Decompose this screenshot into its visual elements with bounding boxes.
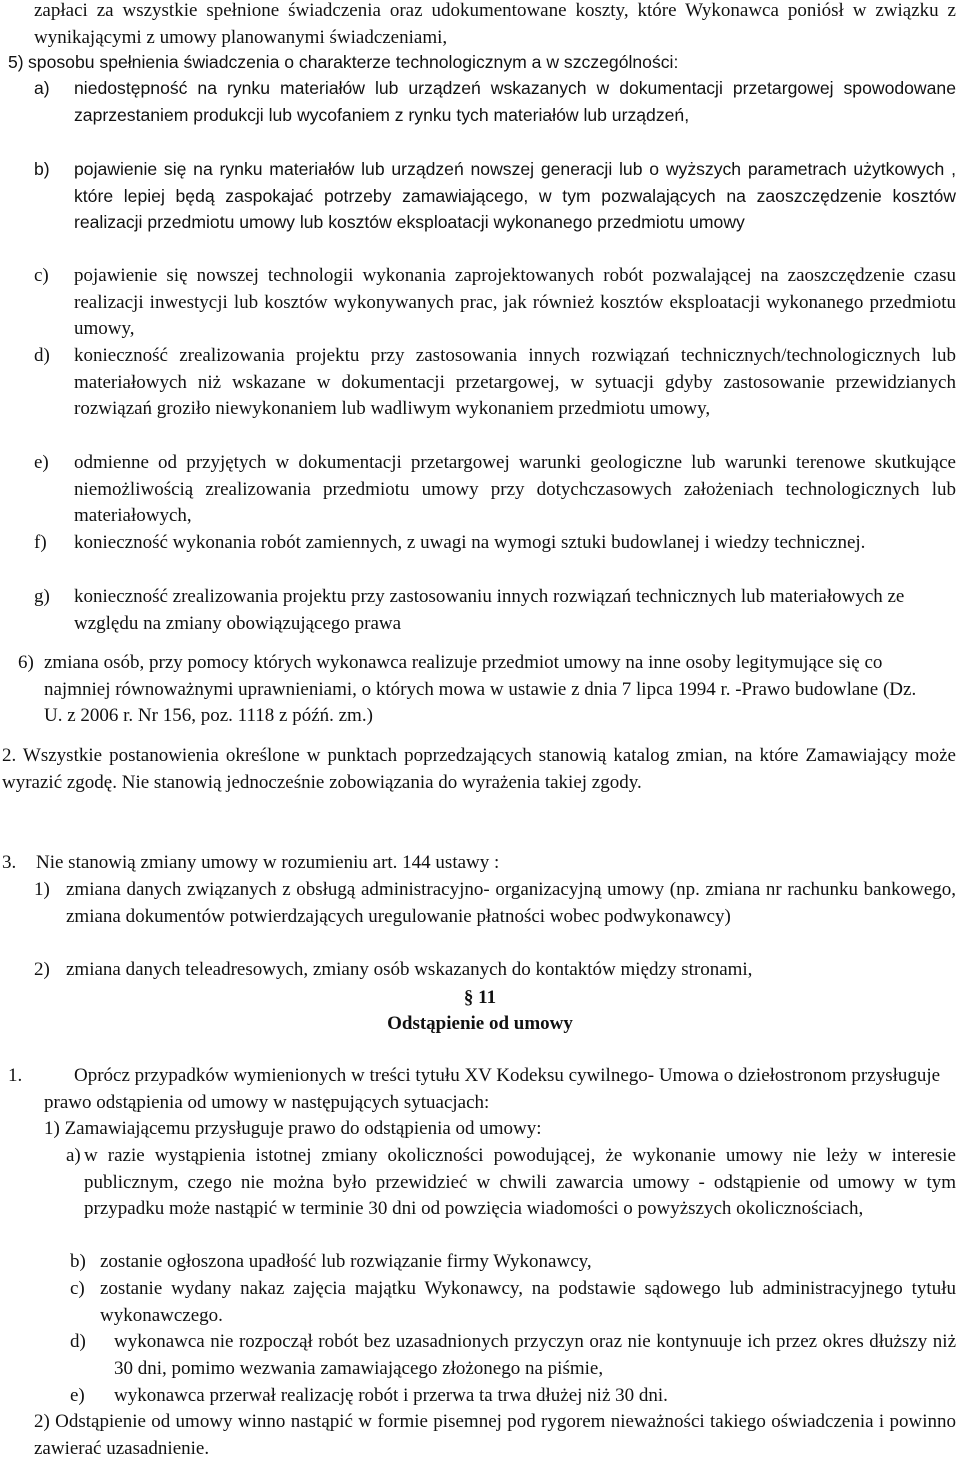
item-text: pojawienie się nowszej technologii wykonania zaprojektowanych robót pozwalającej na zaoszczędzenie czasu realizacji inwestycji lub kosztów wykonywanych prac, jak również kosztów eksploatacji wykonanego przedmiotu umowy, bbox=[74, 265, 956, 339]
item-label: f) bbox=[34, 532, 47, 553]
item-text: w razie wystąpienia istotnej zmiany okoliczności powodującej, że wykonanie umowy nie leży w interesie publicznym, czego nie można było przewidzieć w chwili zawarcia umowy - odstąpienie od umowy w tym przypadku może nastąpić w terminie 30 dni od powzięcia wiadomości o powyższych okolicznościach, bbox=[84, 1145, 956, 1219]
item-label: b) bbox=[34, 159, 50, 179]
withdrawal-item-a bbox=[66, 1143, 956, 1223]
point-5-item-c bbox=[34, 263, 956, 343]
item-label: d) bbox=[70, 1331, 86, 1352]
item-label: g) bbox=[34, 586, 50, 607]
item-text: zostanie ogłoszona upadłość lub rozwiązanie firmy Wykonawcy, bbox=[100, 1251, 592, 1272]
item-text: konieczność zrealizowania projektu przy zastosowania innych rozwiązań technicznych/technologicznych lub materiałowych niż wskazane w dokumentacji przetargowej, w sytuacji gdyby zastosowanie przewidzianych rozwiązań groziło niewykonaniem lub wadliwym wykonaniem przedmiotu umowy, bbox=[74, 345, 956, 419]
item-label: 2) bbox=[34, 959, 50, 980]
item-label: d) bbox=[34, 345, 50, 366]
withdrawal-item-d bbox=[70, 1329, 956, 1382]
item-text: konieczność wykonania robót zamiennych, z uwagi na wymogi sztuki budowlanej i wiedzy technicznej. bbox=[74, 532, 866, 553]
item-text: niedostępność na rynku materiałów lub urządzeń wskazanych w dokumentacji przetargowej spowodowane zaprzestaniem produkcji lub wycofaniem z rynku tych materiałów lub urządzeń, bbox=[74, 78, 956, 125]
withdrawal-point-1 bbox=[8, 1063, 956, 1116]
item-label: e) bbox=[34, 452, 49, 473]
item-text: zostanie wydany nakaz zajęcia majątku Wykonawcy, na podstawie sądowego lub administracyjnego tytułu wykonawczego. bbox=[100, 1278, 956, 1326]
section-title: Odstąpienie od umowy bbox=[387, 1013, 573, 1034]
section-3-text: Nie stanowią zmiany umowy w rozumieniu art. 144 ustawy : bbox=[36, 852, 500, 873]
item-label: e) bbox=[70, 1385, 85, 1406]
point-5-item-e bbox=[34, 450, 956, 530]
withdrawal-item-e bbox=[70, 1383, 956, 1410]
point-5-item-a bbox=[34, 75, 956, 128]
withdrawal-item-b bbox=[70, 1249, 956, 1276]
item-text: zmiana danych związanych z obsługą administracyjno- organizacyjną umowy (np. zmiana nr rachunku bankowego, zmiana dokumentów potwierdzających uregulowanie płatności wobec podwykonawcy) bbox=[66, 879, 956, 927]
item-text: wykonawca nie rozpoczął robót bez uzasadnionych przyczyn oraz nie kontynuuje ich przez okres dłuższy niż 30 dni, pomimo wezwania zamawiającego złożonego na piśmie, bbox=[114, 1331, 956, 1379]
paragraph-number bbox=[0, 985, 960, 1012]
section-3-item-2 bbox=[34, 957, 956, 984]
item-label: c) bbox=[70, 1278, 85, 1299]
item-text: zmiana danych teleadresowych, zmiany osób wskazanych do kontaktów między stronami, bbox=[66, 959, 753, 980]
item-label: c) bbox=[34, 265, 49, 286]
section-3-header bbox=[2, 850, 956, 877]
item-text: konieczność zrealizowania projektu przy zastosowaniu innych rozwiązań technicznych lub materiałowych ze względu na zmiany obowiązującego prawa bbox=[74, 586, 905, 634]
item-label: a) bbox=[34, 78, 50, 98]
section-3-label: 3. bbox=[2, 852, 17, 873]
point-5-label: 5) bbox=[8, 52, 24, 72]
point-5-item-g bbox=[34, 584, 956, 637]
point-5-item-d bbox=[34, 343, 956, 423]
withdrawal-item-c bbox=[70, 1276, 956, 1329]
point-5-item-b bbox=[34, 156, 956, 236]
item-label: a) bbox=[66, 1145, 81, 1166]
point-6-text: zmiana osób, przy pomocy których wykonawca realizuje przedmiot umowy na inne osoby legitymujące się co najmniej równoważnymi uprawnieniami, o których mowa w ustawie z dnia 7 lipca 1994 r. -Prawo budowlane (Dz. U. z 2006 r. Nr 156, poz. 1118 z późń. zm.) bbox=[44, 652, 917, 726]
point-6 bbox=[18, 650, 938, 730]
section-3-item-1 bbox=[34, 877, 956, 930]
item-label: 1) bbox=[34, 879, 50, 900]
paragraph-number-text: § 11 bbox=[463, 987, 497, 1008]
item-label: b) bbox=[70, 1251, 86, 1272]
item-text: pojawienie się na rynku materiałów lub urządzeń nowszej generacji lub o wyższych parametrach użytkowych , które lepiej będą zaspokajać potrzeby zamawiającego, w tym pozwalających na zaoszczędzenie kosztów realizacji przedmiotu umowy lub kosztów eksploatacji wykonanego przedmiotu umowy bbox=[74, 159, 956, 232]
item-text: wykonawca przerwał realizację robót i przerwa ta trwa dłużej niż 30 dni. bbox=[114, 1385, 668, 1406]
point-5-item-f bbox=[34, 530, 956, 557]
point-5-text: sposobu spełnienia świadczenia o charakterze technologicznym a w szczególności: bbox=[28, 52, 679, 72]
intro-paragraph: zapłaci za wszystkie spełnione świadczenia oraz udokumentowane koszty, które Wykonawca poniósł w związku z wynikającymi z umowy planowanymi świadczeniami, bbox=[34, 0, 956, 48]
withdrawal-sub-1: 1) Zamawiającemu przysługuje prawo do odstąpienia od umowy: bbox=[44, 1118, 542, 1139]
withdrawal-point-1-label: 1. bbox=[8, 1065, 23, 1086]
withdrawal-point-1-text: Oprócz przypadków wymienionych w treści tytułu XV Kodeksu cywilnego- Umowa o dziełostronom przysługuje prawo odstąpienia od umowy w następujących sytuacjach: bbox=[44, 1065, 941, 1113]
withdrawal-sub-2: 2) Odstąpienie od umowy winno nastąpić w formie pisemnej pod rygorem nieważności takiego oświadczenia i powinno zawierać uzasadnienie. bbox=[34, 1411, 956, 1459]
item-text: odmienne od przyjętych w dokumentacji przetargowej warunki geologiczne lub warunki terenowe skutkujące niemożliwością zrealizowania przedmiotu umowy przy dotychczasowych założeniach technologicznych lub materiałowych, bbox=[74, 452, 956, 526]
point-5 bbox=[8, 49, 956, 76]
point-6-label: 6) bbox=[18, 652, 34, 673]
section-2: 2. Wszystkie postanowienia określone w punktach poprzedzających stanowią katalog zmian, na które Zamawiający może wyrazić zgodę. Nie stanowią jednocześnie zobowiązania do wyrażenia takiej zgody. bbox=[2, 745, 956, 793]
